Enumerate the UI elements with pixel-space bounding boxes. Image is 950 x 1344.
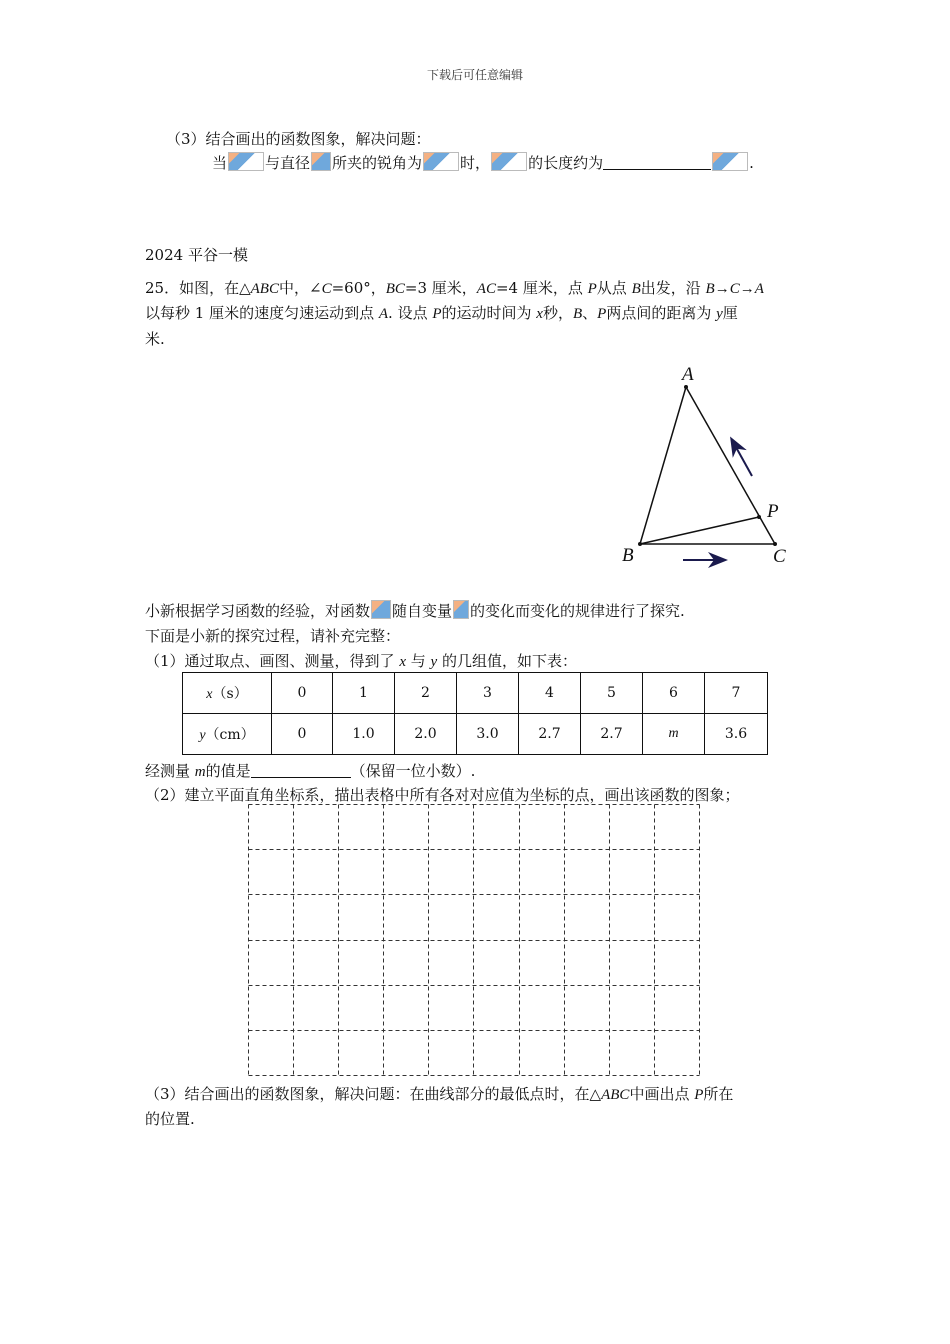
table-cell: 3.6: [705, 714, 768, 755]
image-placeholder-icon: [423, 152, 459, 171]
text: 如图，在△: [179, 279, 251, 297]
math-var: ABC: [601, 1087, 630, 1103]
image-placeholder-icon: [311, 152, 331, 171]
prev-part3-title: （3）结合画出的函数图象，解决问题：: [166, 130, 431, 148]
part2-text: （2）建立平面直角坐标系，描出表格中所有各对对应值为坐标的点，画出该函数的图象；: [145, 786, 740, 804]
table-cell: 2.7: [581, 714, 643, 755]
text: 出发，沿: [640, 279, 706, 297]
text: 的值是: [205, 762, 251, 780]
math-var: AC: [476, 281, 496, 297]
text: （1）通过取点、画图、测量，得到了: [145, 652, 400, 670]
table-cell-m: m: [643, 714, 705, 755]
text: 与: [406, 652, 431, 670]
page-header: 下载后可任意编辑: [426, 68, 523, 82]
text: 随自变量: [392, 602, 453, 620]
label-b: B: [622, 545, 634, 566]
image-placeholder-icon: [371, 600, 391, 619]
math-var: B: [572, 306, 583, 322]
text: .: [749, 154, 754, 172]
text: 的长度约为: [528, 154, 604, 172]
text: 秒，: [542, 304, 573, 322]
problem-source: 2024 平谷一模: [145, 246, 248, 264]
problem-stem-line3: 米.: [145, 330, 165, 348]
text: 厘: [722, 304, 738, 322]
point-a: [684, 385, 688, 389]
text: 中画出点: [629, 1085, 695, 1103]
coordinate-grid[interactable]: [248, 804, 700, 1076]
table-row-y: [183, 714, 768, 755]
table-cell: 1: [333, 673, 395, 714]
math-var: P: [597, 306, 607, 322]
text: 与直径: [265, 154, 311, 172]
text: 的变化而变化的规律进行了探究.: [470, 602, 685, 620]
text: =4 厘米，点: [495, 279, 588, 297]
math-var: m: [194, 764, 206, 780]
math-var: B: [631, 281, 641, 297]
label-c: C: [773, 546, 786, 567]
answer-blank[interactable]: [603, 155, 711, 170]
text: 25．: [145, 279, 180, 297]
math-var: x: [206, 687, 213, 702]
table-header-x: [183, 673, 272, 714]
text: =3 厘米，: [404, 279, 477, 297]
direction-arrow-ca: [732, 440, 752, 476]
table-cell: 1.0: [333, 714, 395, 755]
text: 当: [212, 154, 228, 172]
point-b: [638, 542, 642, 546]
text: 经测量: [145, 762, 195, 780]
table-header-y: [183, 714, 272, 755]
text: . 设点: [388, 304, 433, 322]
table-cell: 4: [519, 673, 581, 714]
text: 、: [582, 304, 598, 322]
image-placeholder-icon: [228, 152, 264, 171]
table-cell: 2.7: [519, 714, 581, 755]
explore-line2: 下面是小新的探究过程，请补充完整：: [145, 627, 401, 645]
values-table: [182, 672, 768, 755]
image-placeholder-icon: [712, 152, 748, 171]
text: （3）结合画出的函数图象，解决问题：在曲线部分的最低点时，在△: [145, 1085, 602, 1103]
text: 所夹的锐角为: [332, 154, 423, 172]
table-cell: 6: [643, 673, 705, 714]
math-var: P: [432, 306, 442, 322]
image-placeholder-icon: [453, 600, 469, 619]
table-cell: 0: [272, 714, 333, 755]
part3-line1: [145, 1083, 733, 1104]
text: 两点间的距离为: [606, 304, 717, 322]
unit: （s）: [212, 686, 248, 702]
math-var: x: [536, 306, 543, 322]
math-var: A: [378, 306, 389, 322]
text: 小新根据学习函数的经验，对函数: [145, 602, 371, 620]
math-var: y: [199, 728, 206, 743]
part3-line2: 的位置.: [145, 1110, 195, 1128]
math-var: x: [399, 654, 406, 670]
side-ab: [640, 387, 686, 544]
table-cell: 2: [395, 673, 457, 714]
text: 时，: [460, 154, 491, 172]
math-var: y: [716, 306, 723, 322]
text: 的运动时间为: [441, 304, 537, 322]
problem-stem-line1: [145, 277, 764, 298]
label-a: A: [682, 364, 694, 385]
measure-line: [145, 760, 475, 781]
math-var: ABC: [250, 281, 279, 297]
text: 中，∠: [278, 279, 322, 297]
image-placeholder-icon: [491, 152, 527, 171]
math-var: P: [694, 1087, 704, 1103]
table-cell: 7: [705, 673, 768, 714]
unit: （cm）: [205, 727, 255, 743]
answer-blank[interactable]: [251, 763, 351, 778]
table-cell: 0: [272, 673, 333, 714]
label-p: P: [767, 501, 779, 522]
table-cell: 2.0: [395, 714, 457, 755]
text: 所在: [703, 1085, 734, 1103]
text: 以每秒 1 厘米的速度匀速运动到点: [145, 304, 379, 322]
math-var: y: [430, 654, 438, 670]
point-p: [757, 515, 761, 519]
table-row-x: [183, 673, 768, 714]
text: （保留一位小数）.: [350, 762, 476, 780]
math-var: B→C→A: [705, 281, 764, 297]
triangle-figure: [610, 358, 810, 570]
problem-stem-line2: [145, 302, 738, 323]
side-ca: [686, 387, 775, 544]
text: =60°，: [331, 279, 386, 297]
text: 从点: [596, 279, 632, 297]
math-var: BC: [385, 281, 405, 297]
table-cell: 3.0: [457, 714, 519, 755]
math-var: C: [321, 281, 332, 297]
table-cell: 3: [457, 673, 519, 714]
explore-line1: [145, 600, 685, 621]
segment-bp: [640, 517, 759, 544]
explore-part1: [145, 650, 577, 671]
math-var: P: [587, 281, 597, 297]
text: 的几组值，如下表：: [437, 652, 577, 670]
table-cell: 5: [581, 673, 643, 714]
prev-part3-line: [212, 152, 754, 173]
